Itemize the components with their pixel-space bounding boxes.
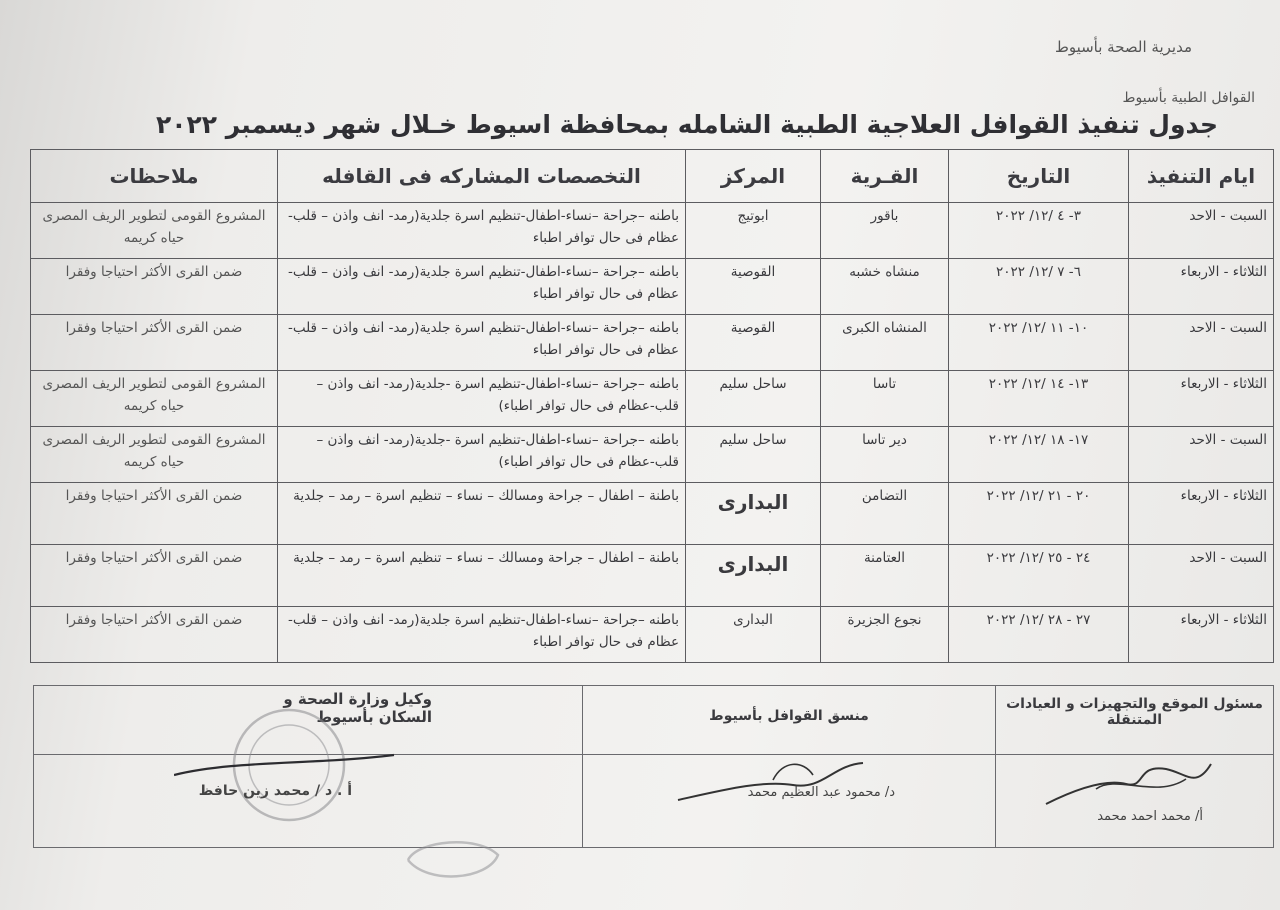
- site-manager-sign-cell: [996, 755, 1274, 848]
- coordinator-sign-cell: [583, 755, 996, 848]
- header-date: التاريخ: [949, 150, 1129, 203]
- table-header-row: [31, 150, 1274, 203]
- day-cell: الثلاثاء - الاربعاء: [1129, 259, 1274, 315]
- notes-cell: المشروع القومى لتطوير الريف المصرى حياه كريمه: [31, 371, 278, 427]
- date-cell: ٢٤ - ٢٥ /١٢/ ٢٠٢٢: [949, 545, 1129, 607]
- official-seal: [174, 705, 404, 845]
- center-cell: البدارى: [686, 545, 821, 607]
- header-center: المركز: [686, 150, 821, 203]
- date-cell: ٢٧ - ٢٨ /١٢/ ٢٠٢٢: [949, 607, 1129, 663]
- table-row: [31, 371, 1274, 427]
- specialties-cell: باطنة – اطفال – جراحة ومسالك – نساء – تنظيم اسرة – رمد – جلدية: [278, 483, 686, 545]
- village-cell: المنشاه الكبرى: [821, 315, 949, 371]
- notes-cell: المشروع القومى لتطوير الريف المصرى حياه كريمه: [31, 203, 278, 259]
- coordinator-name: د/ محمود عبد العظيم محمد: [747, 785, 895, 800]
- day-cell: السبت - الاحد: [1129, 315, 1274, 371]
- table-row: [31, 427, 1274, 483]
- village-cell: التضامن: [821, 483, 949, 545]
- center-cell: ساحل سليم: [686, 427, 821, 483]
- specialties-cell: باطنه –جراحة –نساء-اطفال-تنظيم اسرة جلدية(رمد- انف واذن – قلب-عظام فى حال توافر اطباء: [278, 315, 686, 371]
- date-cell: ١٧- ١٨ /١٢/ ٢٠٢٢: [949, 427, 1129, 483]
- village-cell: تاسا: [821, 371, 949, 427]
- village-cell: باقور: [821, 203, 949, 259]
- signature-scribble-right: [1036, 759, 1216, 814]
- date-cell: ٣- ٤ /١٢/ ٢٠٢٢: [949, 203, 1129, 259]
- day-cell: السبت - الاحد: [1129, 427, 1274, 483]
- date-cell: ١٣- ١٤ /١٢/ ٢٠٢٢: [949, 371, 1129, 427]
- header-notes: ملاحظات: [31, 150, 278, 203]
- village-cell: العتامنة: [821, 545, 949, 607]
- undersecretary-title: وكيل وزارة الصحة و السكان بأسيوط: [283, 690, 432, 726]
- notes-cell: ضمن القرى الأكثر احتياجا وفقرا: [31, 607, 278, 663]
- center-cell: القوصية: [686, 259, 821, 315]
- village-cell: دير تاسا: [821, 427, 949, 483]
- coordinator-title: منسق القوافل بأسيوط: [709, 708, 869, 724]
- center-cell: ساحل سليم: [686, 371, 821, 427]
- header-specialties: التخصصات المشاركه فى القافله: [278, 150, 686, 203]
- table-row: [31, 259, 1274, 315]
- notes-cell: ضمن القرى الأكثر احتياجا وفقرا: [31, 315, 278, 371]
- caravans-header: القوافل الطبية بأسيوط: [1122, 90, 1255, 106]
- table-row: [31, 315, 1274, 371]
- day-cell: الثلاثاء - الاربعاء: [1129, 483, 1274, 545]
- day-cell: الثلاثاء - الاربعاء: [1129, 371, 1274, 427]
- site-manager-title: مسئول الموقع والتجهيزات و العيادات المتنقلة: [1006, 696, 1263, 728]
- table-row: [31, 483, 1274, 545]
- date-cell: ١٠- ١١ /١٢/ ٢٠٢٢: [949, 315, 1129, 371]
- day-cell: الثلاثاء - الاربعاء: [1129, 607, 1274, 663]
- specialties-cell: باطنه –جراحة –نساء-اطفال-تنظيم اسرة -جلدية(رمد- انف واذن – قلب-عظام فى حال توافر اطباء): [278, 371, 686, 427]
- center-cell: القوصية: [686, 315, 821, 371]
- site-manager-cell: [996, 686, 1274, 755]
- day-cell: السبت - الاحد: [1129, 545, 1274, 607]
- undersecretary-name: أ . د / محمد زين حافظ: [198, 783, 352, 799]
- specialties-cell: باطنه –جراحة –نساء-اطفال-تنظيم اسرة -جلدية(رمد- انف واذن – قلب-عظام فى حال توافر اطباء): [278, 427, 686, 483]
- table-row: [31, 203, 1274, 259]
- table-row: [31, 545, 1274, 607]
- notes-cell: ضمن القرى الأكثر احتياجا وفقرا: [31, 259, 278, 315]
- header-village: القـرية: [821, 150, 949, 203]
- site-manager-name: أ/ محمد احمد محمد: [1097, 809, 1203, 824]
- specialties-cell: باطنه –جراحة –نساء-اطفال-تنظيم اسرة جلدية(رمد- انف واذن – قلب-عظام فى حال توافر اطباء: [278, 607, 686, 663]
- signature-table: [33, 685, 1274, 848]
- center-cell: البدارى: [686, 607, 821, 663]
- notes-cell: المشروع القومى لتطوير الريف المصرى حياه كريمه: [31, 427, 278, 483]
- date-cell: ٢٠ - ٢١ /١٢/ ٢٠٢٢: [949, 483, 1129, 545]
- center-cell: البدارى: [686, 483, 821, 545]
- schedule-table: [30, 149, 1274, 663]
- center-cell: ابوتيج: [686, 203, 821, 259]
- stamp-mark: [398, 830, 508, 890]
- specialties-cell: باطنة – اطفال – جراحة ومسالك – نساء – تنظيم اسرة – رمد – جلدية: [278, 545, 686, 607]
- table-row: [31, 607, 1274, 663]
- village-cell: نجوع الجزيرة: [821, 607, 949, 663]
- date-cell: ٦- ٧ /١٢/ ٢٠٢٢: [949, 259, 1129, 315]
- specialties-cell: باطنه –جراحة –نساء-اطفال-تنظيم اسرة جلدية(رمد- انف واذن – قلب-عظام فى حال توافر اطباء: [278, 259, 686, 315]
- coordinator-cell: [583, 686, 996, 755]
- header-days: ايام التنفيذ: [1129, 150, 1274, 203]
- directorate-header: مديرية الصحة بأسيوط: [1054, 38, 1192, 56]
- specialties-cell: باطنه –جراحة –نساء-اطفال-تنظيم اسرة جلدية(رمد- انف واذن – قلب-عظام فى حال توافر اطباء: [278, 203, 686, 259]
- day-cell: السبت - الاحد: [1129, 203, 1274, 259]
- document-title: جدول تنفيذ القوافل العلاجية الطبية الشامله بمحافظة اسيوط خـلال شهر ديسمبر ٢٠٢٢: [155, 110, 1218, 139]
- notes-cell: ضمن القرى الأكثر احتياجا وفقرا: [31, 545, 278, 607]
- village-cell: منشاه خشبه: [821, 259, 949, 315]
- notes-cell: ضمن القرى الأكثر احتياجا وفقرا: [31, 483, 278, 545]
